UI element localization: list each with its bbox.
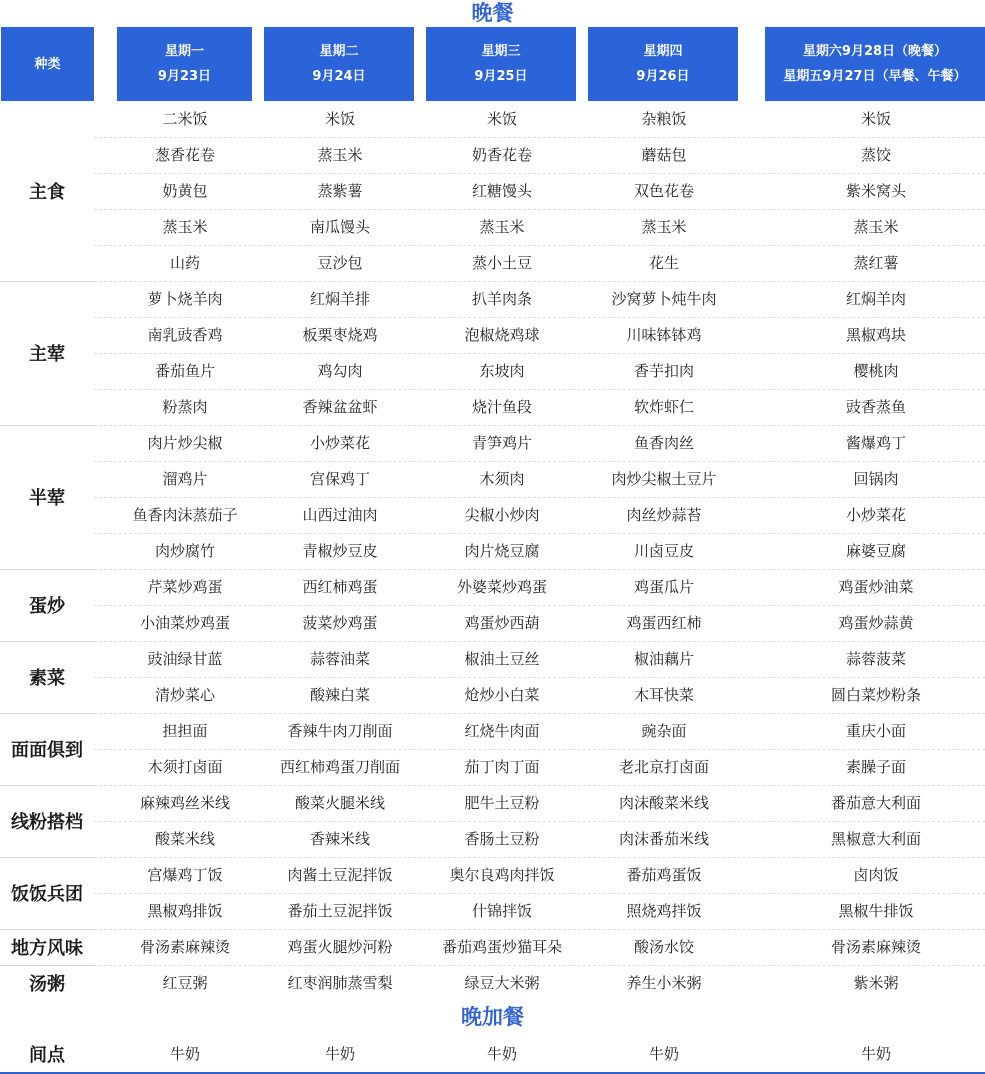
menu-cell: 木须打卤面 <box>147 758 223 776</box>
menu-cell: 米饭 <box>486 110 517 128</box>
section-divider <box>0 785 94 786</box>
menu-cell: 小炒菜花 <box>845 506 906 524</box>
menu-cell: 牛奶 <box>486 1045 517 1063</box>
menu-cell: 鱼香肉丝 <box>633 434 694 452</box>
menu-cell: 茄丁肉丁面 <box>464 758 540 776</box>
menu-cell: 蒸红薯 <box>853 254 899 272</box>
menu-cell: 宫爆鸡丁饭 <box>147 866 223 884</box>
menu-cell: 尖椒小炒肉 <box>464 506 540 524</box>
menu-cell: 溜鸡片 <box>162 470 208 488</box>
menu-cell: 泡椒烧鸡球 <box>464 326 540 344</box>
menu-cell: 回锅肉 <box>853 470 899 488</box>
menu-cell: 小炒菜花 <box>309 434 370 452</box>
menu-cell: 二米饭 <box>162 110 208 128</box>
menu-cell: 肉酱土豆泥拌饭 <box>287 866 393 884</box>
category-label: 主食 <box>29 182 65 203</box>
menu-cell: 卤肉饭 <box>853 866 899 884</box>
category-label: 蛋炒 <box>29 596 65 617</box>
menu-cell: 豌杂面 <box>641 722 687 740</box>
menu-cell: 红焖羊排 <box>309 290 370 308</box>
menu-cell: 山西过油肉 <box>302 506 378 524</box>
menu-cell: 重庆小面 <box>845 722 906 740</box>
menu-cell: 鱼香肉沫蒸茄子 <box>132 506 238 524</box>
menu-cell: 麻婆豆腐 <box>845 542 906 560</box>
menu-cell: 骨汤素麻辣烫 <box>830 938 921 956</box>
menu-cell: 肉炒腐竹 <box>154 542 215 560</box>
menu-cell: 蒸玉米 <box>162 218 208 236</box>
menu-cell: 照烧鸡拌饭 <box>626 902 702 920</box>
menu-cell: 沙窝萝卜炖牛肉 <box>611 290 717 308</box>
menu-cell: 炝炒小白菜 <box>464 686 540 704</box>
menu-cell: 香肠土豆粉 <box>464 830 540 848</box>
category-label: 地方风味 <box>11 938 83 959</box>
category-label: 素菜 <box>29 668 65 689</box>
menu-cell: 川卤豆皮 <box>633 542 694 560</box>
menu-cell: 萝卜烧羊肉 <box>147 290 223 308</box>
menu-cell: 紫米窝头 <box>845 182 906 200</box>
menu-cell: 老北京打卤面 <box>618 758 709 776</box>
menu-cell: 香辣盆盆虾 <box>302 398 378 416</box>
section-divider <box>0 713 94 714</box>
section-divider <box>0 965 94 966</box>
menu-cell: 酸汤水饺 <box>633 938 694 956</box>
menu-cell: 豉油绿甘蓝 <box>147 650 223 668</box>
menu-cell: 外婆菜炒鸡蛋 <box>456 578 547 596</box>
menu-cell: 养生小米粥 <box>626 974 702 992</box>
menu-cell: 肉片烧豆腐 <box>464 542 540 560</box>
header-day-4 <box>588 27 738 101</box>
menu-cell: 香芋扣肉 <box>633 362 694 380</box>
menu-cell: 南瓜馒头 <box>309 218 370 236</box>
menu-cell: 板栗枣烧鸡 <box>302 326 378 344</box>
menu-cell: 宫保鸡丁 <box>309 470 370 488</box>
menu-cell: 椒油藕片 <box>633 650 694 668</box>
menu-cell: 扒羊肉条 <box>471 290 532 308</box>
menu-cell: 酱爆鸡丁 <box>845 434 906 452</box>
menu-cell: 蒸小土豆 <box>471 254 532 272</box>
header-day-1-weekday: 星期一 <box>164 44 204 59</box>
menu-cell: 西红柿鸡蛋 <box>302 578 378 596</box>
menu-cell: 东坡肉 <box>479 362 525 380</box>
menu-cell: 红焖羊肉 <box>845 290 906 308</box>
header-day-5 <box>765 27 985 101</box>
menu-cell: 红枣润肺蒸雪梨 <box>287 974 393 992</box>
menu-cell: 担担面 <box>162 722 208 740</box>
menu-cell: 奶黄包 <box>162 182 208 200</box>
menu-cell: 蒸玉米 <box>641 218 687 236</box>
menu-cell: 菠菜炒鸡蛋 <box>302 614 378 632</box>
menu-cell: 鸡蛋西红柿 <box>626 614 702 632</box>
extra-meal-title: 晚加餐 <box>461 1005 524 1029</box>
menu-cell: 酸菜火腿米线 <box>294 794 385 812</box>
menu-cell: 樱桃肉 <box>853 362 899 380</box>
header-category <box>1 27 94 101</box>
menu-cell: 烧汁鱼段 <box>471 398 532 416</box>
menu-cell: 粉蒸肉 <box>162 398 208 416</box>
menu-cell: 红烧牛肉面 <box>464 722 540 740</box>
menu-cell: 西红柿鸡蛋刀削面 <box>279 758 400 776</box>
header-day-4-date: 9月26日 <box>636 69 690 84</box>
category-label: 线粉搭档 <box>11 812 83 833</box>
menu-cell: 蒸玉米 <box>317 146 363 164</box>
menu-cell: 红糖馒头 <box>471 182 532 200</box>
menu-cell: 奶香花卷 <box>471 146 532 164</box>
menu-cell: 蒸紫薯 <box>317 182 363 200</box>
menu-cell: 南乳豉香鸡 <box>147 326 223 344</box>
menu-cell: 蘑菇包 <box>641 146 687 164</box>
menu-cell: 黑椒鸡块 <box>845 326 906 344</box>
header-day-1 <box>117 27 252 101</box>
menu-cell: 肉沫番茄米线 <box>618 830 709 848</box>
menu-cell: 香辣牛肉刀削面 <box>287 722 393 740</box>
menu-cell: 豆沙包 <box>317 254 363 272</box>
menu-cell: 芹菜炒鸡蛋 <box>147 578 223 596</box>
header-day-5-line-1: 星期六9月28日（晚餐） <box>802 44 948 59</box>
menu-cell: 蒸玉米 <box>479 218 525 236</box>
menu-cell: 黑椒牛排饭 <box>838 902 914 920</box>
menu-cell: 番茄鸡蛋炒猫耳朵 <box>441 938 562 956</box>
menu-cell: 黑椒意大利面 <box>830 830 921 848</box>
menu-cell: 酸辣白菜 <box>309 686 370 704</box>
menu-cell: 软炸虾仁 <box>633 398 694 416</box>
menu-cell: 葱香花卷 <box>154 146 215 164</box>
menu-cell: 肉沫酸菜米线 <box>618 794 709 812</box>
header-day-2-weekday: 星期二 <box>319 44 359 59</box>
section-divider <box>0 929 94 930</box>
menu-cell: 杂粮饭 <box>641 110 687 128</box>
menu-cell: 鸡蛋炒西葫 <box>464 614 540 632</box>
menu-cell: 川味钵钵鸡 <box>626 326 702 344</box>
menu-cell: 番茄鸡蛋饭 <box>626 866 702 884</box>
menu-cell: 黑椒鸡排饭 <box>147 902 223 920</box>
menu-cell: 小油菜炒鸡蛋 <box>139 614 230 632</box>
menu-cell: 麻辣鸡丝米线 <box>139 794 230 812</box>
menu-cell: 牛奶 <box>324 1045 355 1063</box>
menu-cell: 清炒菜心 <box>154 686 215 704</box>
category-label: 半荤 <box>29 488 65 509</box>
menu-cell: 鸡蛋瓜片 <box>633 578 694 596</box>
header-day-3-weekday: 星期三 <box>481 44 521 59</box>
menu-cell: 肉炒尖椒土豆片 <box>611 470 717 488</box>
menu-cell: 鸡蛋炒蒜黄 <box>838 614 914 632</box>
header-day-4-weekday: 星期四 <box>643 44 683 59</box>
menu-cell: 骨汤素麻辣烫 <box>139 938 230 956</box>
menu-cell: 木须肉 <box>479 470 525 488</box>
menu-cell: 鸡勾肉 <box>317 362 363 380</box>
category-label: 间点 <box>29 1045 65 1066</box>
header-day-3-date: 9月25日 <box>474 69 528 84</box>
menu-cell: 花生 <box>648 254 679 272</box>
menu-cell: 肉片炒尖椒 <box>147 434 223 452</box>
menu-cell: 牛奶 <box>860 1045 891 1063</box>
menu-cell: 鸡蛋火腿炒河粉 <box>287 938 393 956</box>
menu-cell: 素臊子面 <box>845 758 906 776</box>
menu-cell: 番茄意大利面 <box>830 794 921 812</box>
header-day-5-line-2: 星期五9月27日（早餐、午餐） <box>783 69 967 84</box>
menu-cell: 红豆粥 <box>162 974 208 992</box>
header-day-3 <box>426 27 576 101</box>
section-divider <box>0 857 94 858</box>
menu-cell: 蒜蓉菠菜 <box>845 650 906 668</box>
menu-cell: 豉香蒸鱼 <box>845 398 906 416</box>
menu-cell: 番茄土豆泥拌饭 <box>287 902 393 920</box>
menu-cell: 鸡蛋炒油菜 <box>838 578 914 596</box>
menu-cell: 圆白菜炒粉条 <box>830 686 921 704</box>
menu-cell: 蒜蓉油菜 <box>309 650 370 668</box>
menu-cell: 绿豆大米粥 <box>464 974 540 992</box>
category-label: 饭饭兵团 <box>11 884 83 905</box>
menu-cell: 双色花卷 <box>633 182 694 200</box>
menu-cell: 香辣米线 <box>309 830 370 848</box>
menu-cell: 青椒炒豆皮 <box>302 542 378 560</box>
menu-cell: 肉丝炒蒜苔 <box>626 506 702 524</box>
header-day-1-date: 9月23日 <box>157 69 212 84</box>
menu-cell: 米饭 <box>860 110 891 128</box>
menu-cell: 牛奶 <box>169 1045 200 1063</box>
section-divider <box>0 641 94 642</box>
page-title: 晚餐 <box>471 1 514 25</box>
header-day-2 <box>264 27 414 101</box>
menu-cell: 牛奶 <box>648 1045 679 1063</box>
menu-cell: 酸菜米线 <box>154 830 215 848</box>
menu-cell: 木耳快菜 <box>633 686 694 704</box>
menu-cell: 什锦拌饭 <box>471 902 532 920</box>
section-divider <box>0 281 94 282</box>
section-divider <box>0 569 94 570</box>
menu-cell: 山药 <box>169 254 200 272</box>
menu-cell: 蒸饺 <box>860 146 891 164</box>
menu-cell: 米饭 <box>324 110 355 128</box>
menu-cell: 蒸玉米 <box>853 218 899 236</box>
category-label: 面面俱到 <box>11 740 83 761</box>
header-category-label: 种类 <box>34 56 61 72</box>
menu-cell: 紫米粥 <box>853 974 899 992</box>
category-label: 汤粥 <box>29 974 65 995</box>
menu-cell: 肥牛土豆粉 <box>464 794 540 812</box>
menu-cell: 青笋鸡片 <box>471 434 532 452</box>
menu-cell: 番茄鱼片 <box>154 362 215 380</box>
category-label: 主荤 <box>29 344 65 365</box>
menu-cell: 奥尔良鸡肉拌饭 <box>449 866 555 884</box>
section-divider <box>0 425 94 426</box>
header-day-2-date: 9月24日 <box>312 69 366 84</box>
menu-cell: 椒油土豆丝 <box>464 650 540 668</box>
